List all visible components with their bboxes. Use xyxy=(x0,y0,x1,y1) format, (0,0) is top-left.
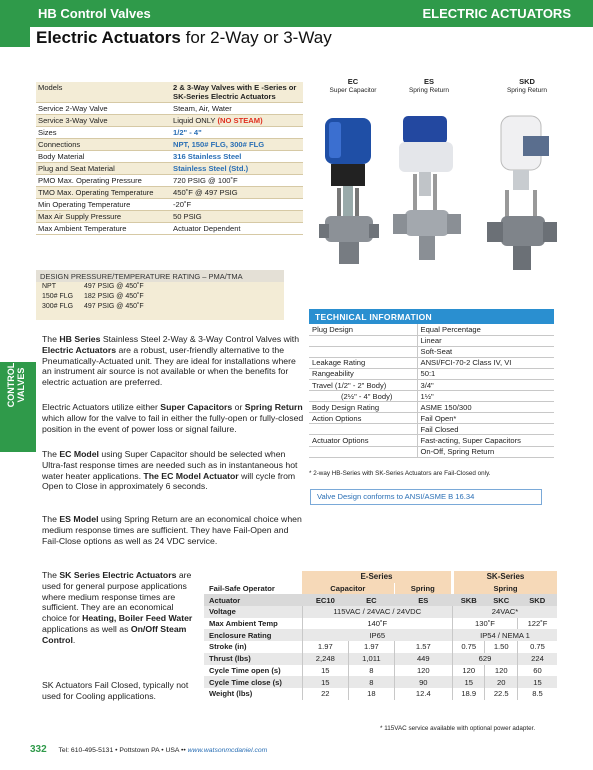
photo-caption-skd: SKD Spring Return xyxy=(506,77,548,94)
design-conformance-note: Valve Design conforms to ANSI/ASME B 16.34 xyxy=(310,489,542,505)
spec-row: Sizes 1/2" - 4" xyxy=(36,127,303,139)
footer-contact: Tel: 610-495-5131 • Pottstown PA • USA •• xyxy=(58,747,186,754)
page-number: 332 xyxy=(30,744,47,755)
paragraph-ec-model: The EC Model using Super Capacitor should be selected when Ultra-fast response times are needed such as in instantaneous hot water heater applications. The EC Model Actuator will cycle from Open to Close in approximately 6 seconds. xyxy=(42,449,298,492)
tech-row: Travel (1/2" - 2" Body) 3/4" xyxy=(309,379,554,390)
tech-row: Action Options Fail Open* xyxy=(309,413,554,424)
paragraph-es-model: The ES Model using Spring Return are an economical choice when medium response times are sufficient. They have Fail-Open and Fail-Close options as well as 24 VDC service. xyxy=(42,514,302,546)
page-title: Electric Actuators for 2-Way or 3-Way xyxy=(36,28,332,47)
spec-row: Service 3-Way Valve Liquid ONLY (NO STEAM) xyxy=(36,115,303,127)
tech-row: Actuator Options Fast-acting, Super Capacitors xyxy=(309,435,554,446)
cycle-close-row: Cycle Time close (s) 15 8 90 15 20 15 xyxy=(204,676,557,688)
category-title: ELECTRIC ACTUATORS xyxy=(422,6,571,21)
comparison-footnote: * 115VAC service available with optional power adapter. xyxy=(380,725,536,732)
actuator-code-row: Actuator EC10 EC ES SKB SKC SKD xyxy=(204,594,557,606)
tech-row: (2½" - 4" Body) 1½" xyxy=(309,391,554,402)
ambient-temp-row: Max Ambient Temp 140˚F 130˚F 122˚F xyxy=(204,618,557,630)
tech-row: Soft-Seat xyxy=(309,346,554,357)
tech-row: Plug Design Equal Percentage xyxy=(309,324,554,335)
weight-row: Weight (lbs) 22 18 12.4 18.9 22.5 8.5 xyxy=(204,688,557,700)
spec-row: Models 2 & 3-Way Valves with E -Series or SK-Series Electric Actuators xyxy=(36,82,303,103)
paragraph-sk-fail-closed: SK Actuators Fail Closed, typically not used for Cooling applications. xyxy=(42,680,189,701)
actuator-valve-illustration xyxy=(315,76,560,276)
design-pressure-row: NPT 497 PSIG @ 450˚F xyxy=(42,283,144,290)
side-tab-label: CONTROL VALVES xyxy=(6,362,26,408)
design-pressure-row: 300# FLG 497 PSIG @ 450˚F xyxy=(42,303,144,310)
spec-row: PMO Max. Operating Pressure 720 PSIG @ 100˚F xyxy=(36,175,303,187)
series-title: HB Control Valves xyxy=(38,6,151,21)
tech-row: Rangeability 50:1 xyxy=(309,368,554,379)
paragraph-hb-series: The HB Series Stainless Steel 2-Way & 3-Way Control Valves with Electric Actuators are a robust, user-friendly alternative to the Pneumatically-Actuated unit. They are ideal for installations where an instrument air source is not available or when the benefits for electric actuation are preferred. xyxy=(42,334,300,388)
spec-row: Connections NPT, 150# FLG, 300# FLG xyxy=(36,139,303,151)
paragraph-electric-actuators: Electric Actuators utilize either Super Capacitors or Spring Return which allow for the valve to fail in either the fully-open or fully-closed position in the event of power loss or signal failure. xyxy=(42,402,304,434)
spec-row: TMO Max. Operating Temperature 450˚F @ 497 PSIG xyxy=(36,187,303,199)
tech-row: Body Design Rating ASME 150/300 xyxy=(309,402,554,413)
spec-table xyxy=(36,82,303,235)
spec-row: Service 2-Way Valve Steam, Air, Water xyxy=(36,103,303,115)
footer-website-link[interactable]: www.watsonmcdaniel.com xyxy=(187,747,268,754)
enclosure-row: Enclosure Rating IP65 IP54 / NEMA 1 xyxy=(204,629,557,641)
technical-information-heading: TECHNICAL INFORMATION xyxy=(309,309,554,324)
voltage-row: Voltage 115VAC / 24VAC / 24VDC 24VAC* xyxy=(204,606,557,618)
photo-caption-ec: EC Super Capacitor xyxy=(329,77,377,94)
design-pressure-heading: DESIGN PRESSURE/TEMPERATURE RATING – PMA/TMA xyxy=(36,270,284,282)
technical-information-table xyxy=(309,324,554,458)
tech-row: Linear xyxy=(309,335,554,346)
tech-row: Fail Closed xyxy=(309,424,554,435)
photo-caption-es: ES Spring Return xyxy=(408,77,450,94)
design-pressure-row: 150# FLG 182 PSIG @ 450˚F xyxy=(42,293,144,300)
paragraph-sk-series: The SK Series Electric Actuators are used for general purpose applications where medium response times are sufficient. They are an economical choice for Heating, Boiler Feed Water applications as well as On/Off Steam Control. xyxy=(42,570,193,645)
cycle-open-row: Cycle Time open (s) 15 8 120 120 120 60 xyxy=(204,665,557,677)
stroke-row: Stroke (in) 1.97 1.97 1.57 0.75 1.50 0.75 xyxy=(204,641,557,653)
tech-row: Leakage Rating ANSI/FCI-70-2 Class IV, VI xyxy=(309,357,554,368)
fail-safe-row: Fail-Safe Operator Capacitor Spring Spring xyxy=(204,583,557,595)
technical-footnote: * 2-way HB-Series with SK-Series Actuators are Fail-Closed only. xyxy=(309,470,491,477)
spec-row: Max Air Supply Pressure 50 PSIG xyxy=(36,211,303,223)
tech-row: On-Off, Spring Return xyxy=(309,446,554,457)
technical-information xyxy=(309,309,554,458)
spec-row: Plug and Seat Material Stainless Steel (Std.) xyxy=(36,163,303,175)
series-row: E-Series SK-Series xyxy=(204,571,557,583)
actuator-comparison-table xyxy=(204,571,557,700)
spec-row: Min Operating Temperature -20˚F xyxy=(36,199,303,211)
spec-row: Max Ambient Temperature Actuator Dependent xyxy=(36,223,303,235)
thrust-row: Thrust (lbs) 2,248 1,011 449 629 224 xyxy=(204,653,557,665)
spec-row: Body Material 316 Stainless Steel xyxy=(36,151,303,163)
actuator-photos xyxy=(315,76,560,276)
design-pressure-box xyxy=(36,270,284,320)
page-footer xyxy=(30,744,267,755)
